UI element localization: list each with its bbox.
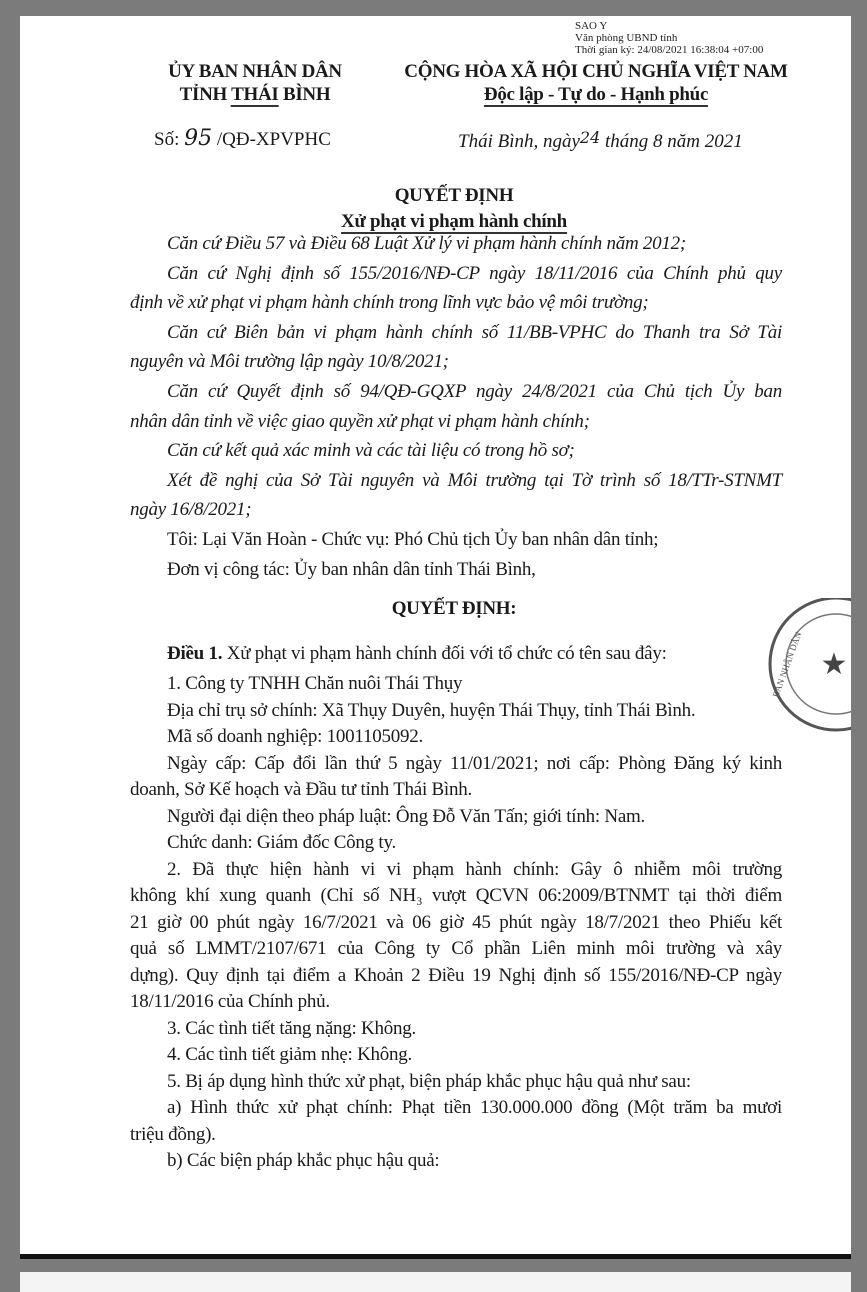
decision-heading: QUYẾT ĐỊNH: — [391, 598, 517, 619]
text-line: Tôi: Lại Văn Hoàn - Chức vụ: Phó Chủ tịch Ủy ban nhân dân tỉnh; — [167, 529, 659, 550]
text-line: 4. Các tình tiết giảm nhẹ: Không. — [167, 1044, 413, 1065]
date-day-handwritten: 24 — [579, 128, 601, 147]
text-line: Căn cứ Điều 57 và Điều 68 Luật Xử lý vi phạm hành chính năm 2012; — [167, 233, 686, 254]
text-line: b) Các biện pháp khắc phục hậu quả: — [167, 1150, 440, 1171]
text-line: Ngày cấp: Cấp đổi lần thứ 5 ngày 11/01/2021; nơi cấp: Phòng Đăng ký kinh — [167, 752, 782, 774]
document-title: QUYẾT ĐỊNH — [394, 185, 514, 206]
text-line: Chức danh: Giám đốc Công ty. — [167, 832, 396, 853]
national-title: CỘNG HÒA XÃ HỘI CHỦ NGHĨA VIỆT NAM — [404, 61, 788, 82]
text-line: Căn cứ Quyết định số 94/QĐ-GQXP ngày 24/8/2021 của Chủ tịch Ủy ban — [167, 381, 782, 402]
seal-text: BAN NHÂN DÂN — [770, 630, 804, 699]
text-line: Xét đề nghị của Sở Tài nguyên và Môi trường tại Tờ trình số 18/TTr-STNMT — [167, 469, 782, 491]
text-line: 1. Công ty TNHH Chăn nuôi Thái Thụy — [167, 673, 463, 694]
text-line: a) Hình thức xử phạt chính: Phạt tiền 130.000.000 đồng (Một trăm ba mươi — [167, 1097, 782, 1118]
official-seal — [756, 598, 851, 738]
text-line: 21 giờ 00 phút ngày 16/7/2021 và 06 giờ 45 phút ngày 18/7/2021 theo Phiếu kết — [130, 911, 782, 933]
text-line: nhân dân tỉnh về việc giao quyền xử phạt vi phạm hành chính; — [130, 410, 590, 432]
province-prefix: TỈNH — [179, 84, 232, 105]
subtitle-text: Xử phạt vi phạm hành chính — [341, 211, 567, 232]
number-handwritten: 95 — [184, 126, 213, 151]
document-subtitle — [341, 211, 567, 233]
article-1-heading — [167, 642, 782, 666]
text-line: triệu đồng). — [130, 1123, 216, 1145]
text-line: Người đại diện theo pháp luật: Ông Đỗ Văn Tấn; giới tính: Nam. — [167, 805, 646, 827]
text-line: 5. Bị áp dụng hình thức xử phạt, biện pháp khắc phục hậu quả như sau: — [167, 1070, 691, 1092]
signature-line: Văn phòng UBND tỉnh — [575, 32, 678, 44]
signature-line: Thời gian ký: 24/08/2021 16:38:04 +07:00 — [575, 44, 764, 56]
date-suffix: tháng 8 năm 2021 — [605, 131, 743, 152]
text-line: Căn cứ Nghị định số 155/2016/NĐ-CP ngày 18/11/2016 của Chính phủ quy — [167, 262, 782, 284]
signature-line: SAO Y — [575, 20, 608, 32]
next-page-edge — [20, 1272, 851, 1292]
document-date — [458, 128, 743, 153]
issuer-province — [180, 84, 331, 106]
text-line: Căn cứ Biên bản vi phạm hành chính số 11/BB-VPHC do Thanh tra Sở Tài — [167, 321, 782, 343]
text-line: Địa chỉ trụ sở chính: Xã Thụy Duyên, huyện Thái Thụy, tỉnh Thái Bình. — [167, 699, 696, 721]
number-suffix: /QĐ-XPVPHC — [216, 129, 331, 150]
province-suffix: BÌNH — [278, 84, 331, 105]
text-line: Mã số doanh nghiệp: 1001105092. — [167, 726, 423, 747]
text-line: ngày 16/8/2021; — [130, 499, 252, 521]
text-line: quả số LMMT/2107/671 của Công ty Cổ phần Liên minh môi trường và xây — [130, 938, 782, 959]
text-line: không khí xung quanh (Chỉ số NH₃ vượt QCVN 06:2009/BTNMT tại thời điểm — [130, 885, 782, 906]
motto-text: Độc lập - Tự do - Hạnh phúc — [483, 84, 709, 105]
text-line: 3. Các tình tiết tăng nặng: Không. — [167, 1017, 417, 1039]
text-line: dựng). Quy định tại điểm a Khoản 2 Điều 19 Nghị định số 155/2016/NĐ-CP ngày — [130, 964, 782, 986]
article-text: Xử phạt vi phạm hành chính đối với tổ chức có tên sau đây: — [222, 643, 667, 664]
text-line: 2. Đã thực hiện hành vi vi phạm hành chính: Gây ô nhiễm môi trường — [167, 858, 782, 880]
text-line: nguyên và Môi trường lập ngày 10/8/2021; — [130, 351, 449, 373]
issuer-name: ỦY BAN NHÂN DÂN — [168, 61, 342, 82]
text-line: 18/11/2016 của Chính phủ. — [130, 991, 330, 1012]
number-label: Số: — [154, 129, 180, 150]
digital-signature — [575, 20, 763, 56]
document-number — [154, 126, 331, 151]
article-label: Điều 1. — [167, 643, 223, 664]
date-prefix: Thái Bình, ngày — [458, 131, 580, 152]
text-line: Đơn vị công tác: Ủy ban nhân dân tỉnh Thái Bình, — [167, 558, 536, 580]
text-line: Căn cứ kết quả xác minh và các tài liệu có trong hồ sơ; — [167, 440, 575, 462]
national-motto — [484, 84, 708, 106]
text-line: định về xử phạt vi phạm hành chính trong lĩnh vực bảo vệ môi trường; — [130, 292, 649, 314]
text-line: doanh, Sở Kế hoạch và Đầu tư tỉnh Thái Bình. — [130, 779, 472, 800]
province-name: THÁI — [231, 84, 279, 105]
seal-star-icon: ★ — [820, 648, 848, 681]
